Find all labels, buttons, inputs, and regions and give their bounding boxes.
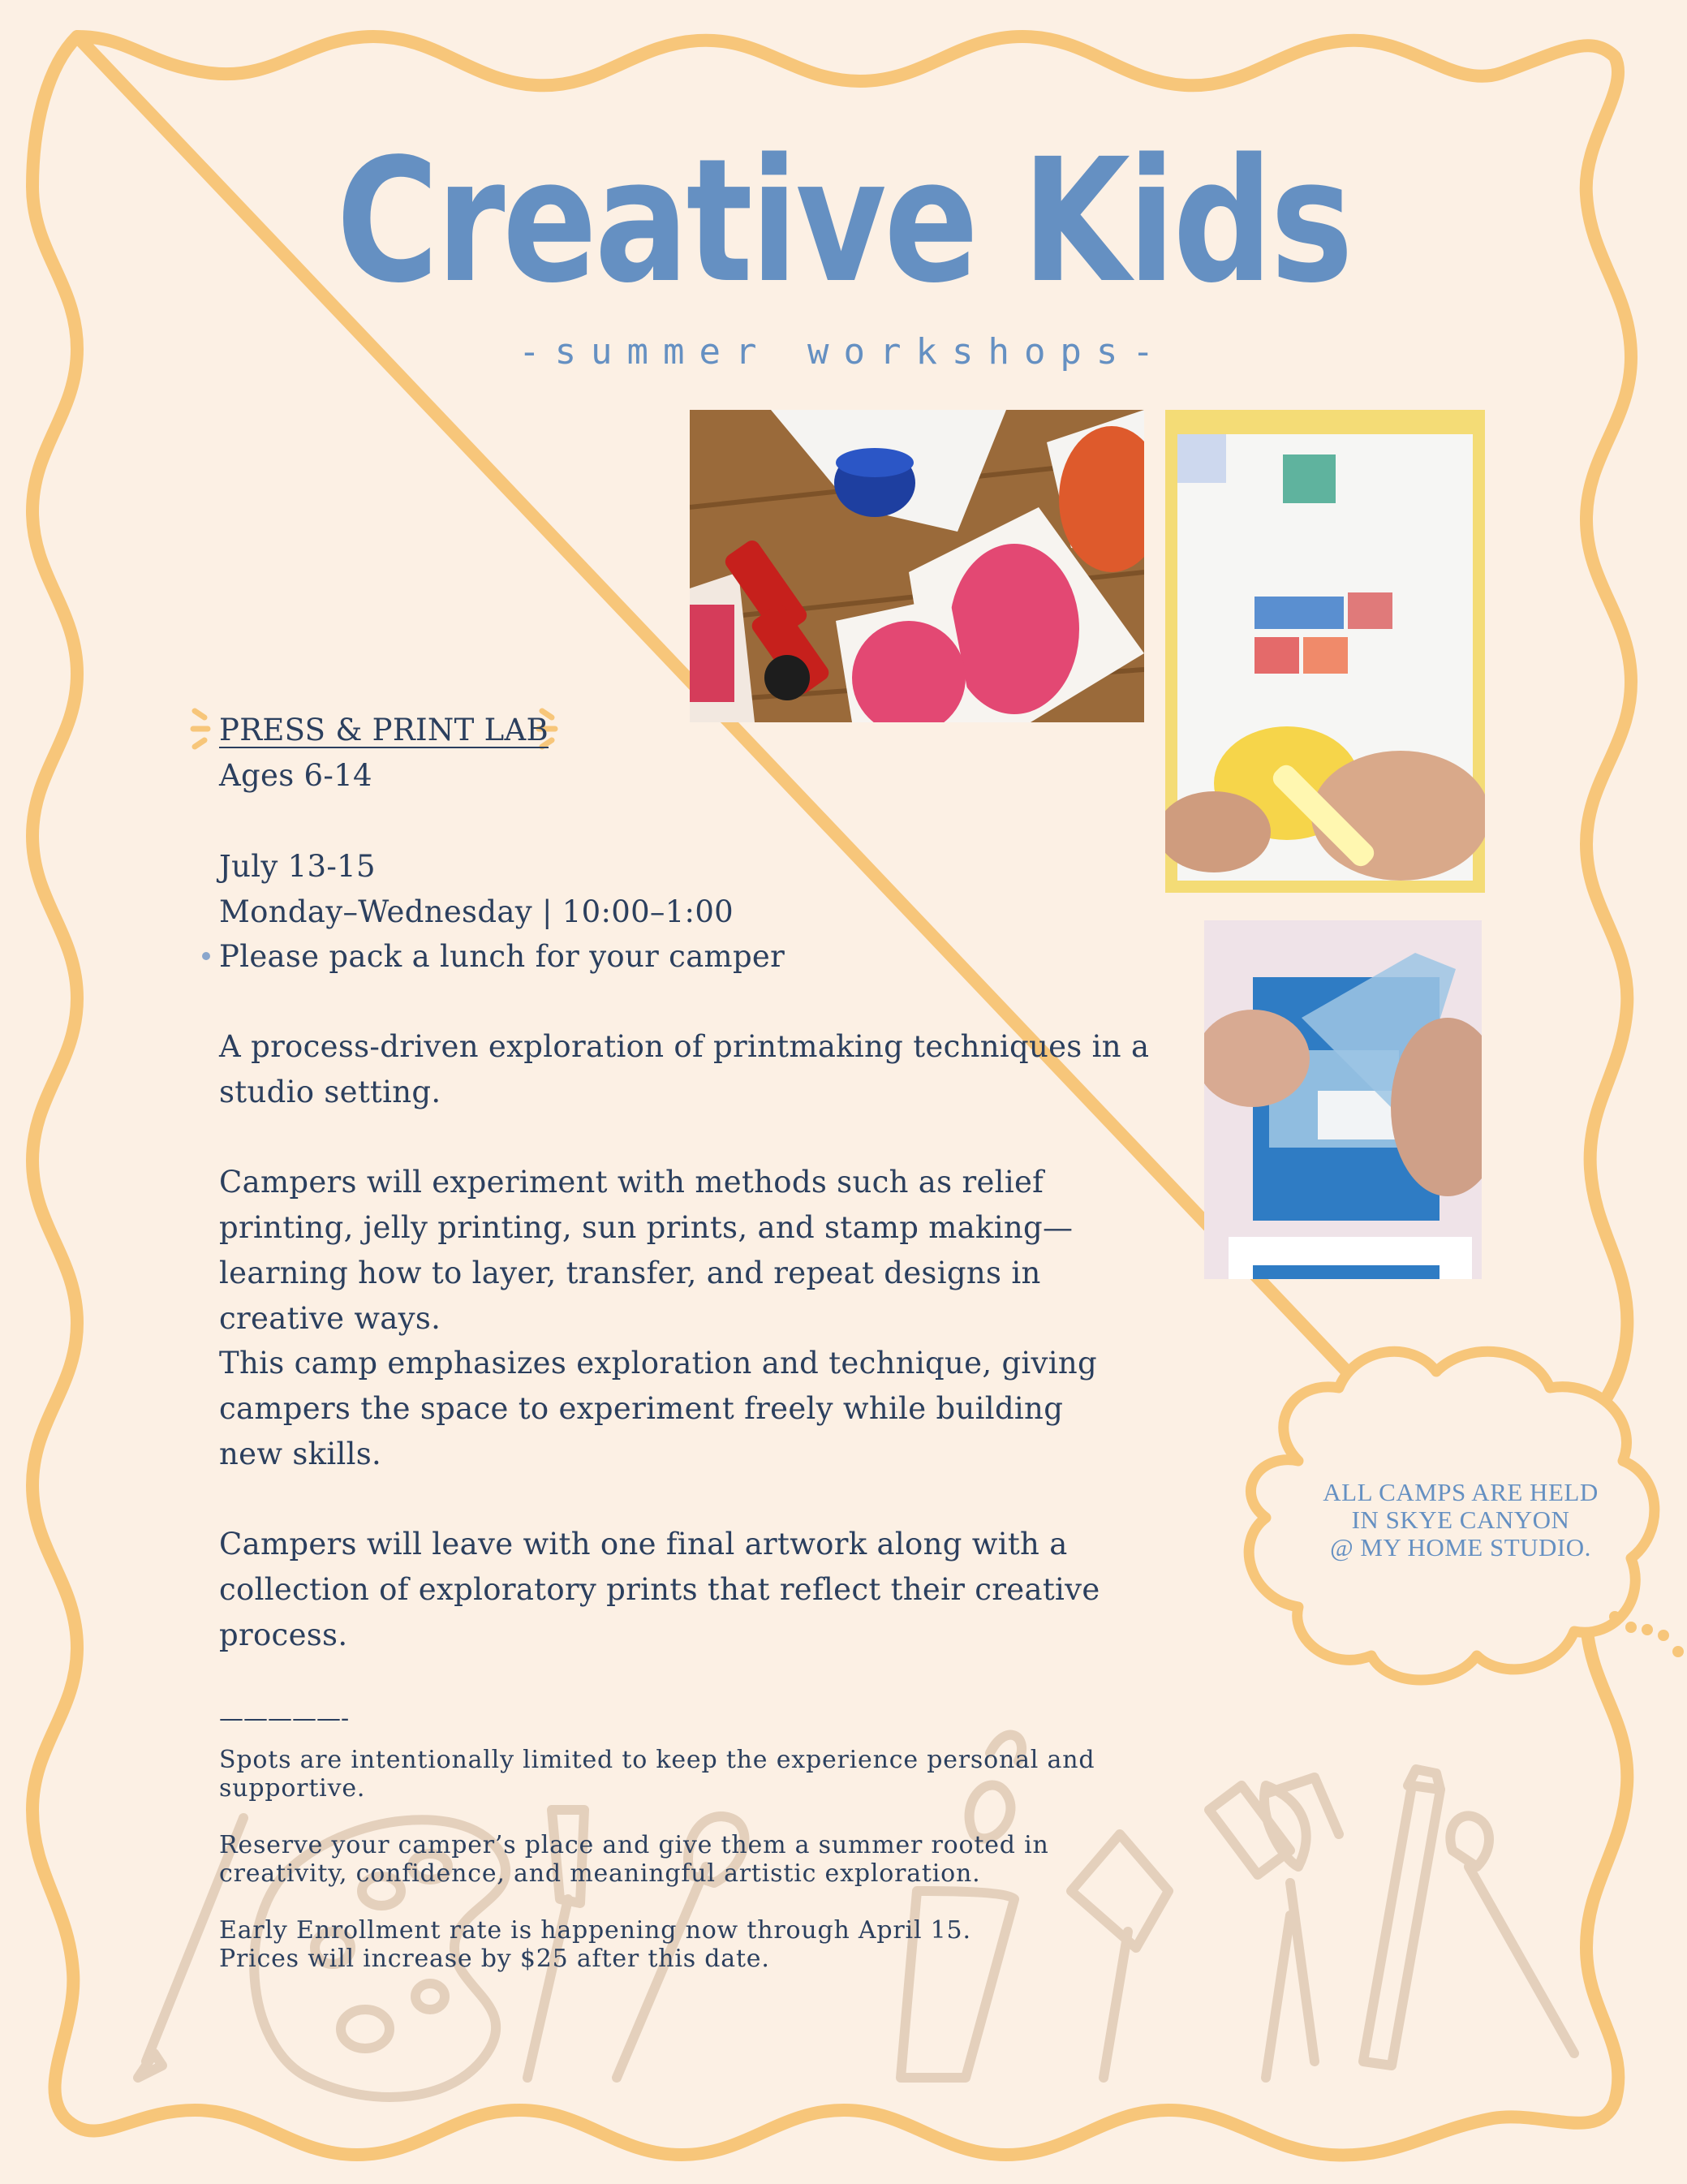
location-line-1: ALL CAMPS ARE HELD	[1323, 1478, 1599, 1506]
cloud-dots	[1609, 1611, 1684, 1657]
location-line-2: IN SKYE CANYON	[1351, 1506, 1570, 1534]
photo-gel-printing	[1204, 920, 1482, 1279]
camp-description-1: A process-driven exploration of printmaking techniques in a studio setting.	[219, 1029, 1150, 1109]
page-title: Creative Kids	[336, 122, 1351, 321]
location-note	[1254, 1479, 1668, 1562]
camp-dates: July 13-15	[219, 849, 376, 884]
camp-ages: Ages 6-14	[219, 758, 372, 793]
bullet-dot	[202, 952, 210, 960]
camp-description-3: This camp emphasizes exploration and technique, giving campers the space to experiment freely while building new skills.	[219, 1346, 1098, 1471]
camp-schedule: Monday–Wednesday | 10:00–1:00	[219, 894, 734, 929]
location-line-3: @ MY HOME STUDIO.	[1330, 1533, 1591, 1562]
photo-stamp-making	[1165, 410, 1485, 893]
footer-reserve-note: Reserve your camper’s place and give them a summer rooted in creativity, confidence, and meaningful artistic exploration.	[219, 1831, 1049, 1888]
footer-divider: —————-	[219, 1704, 350, 1733]
camp-description-4: Campers will leave with one final artwork along with a collection of exploratory prints that reflect their creative process.	[219, 1527, 1100, 1652]
page-subtitle: -summer workshops-	[519, 331, 1168, 373]
photo-relief-prints	[690, 410, 1144, 722]
camp-description-2: Campers will experiment with methods such as relief printing, jelly printing, sun prints, and stamp making—learning how to layer, transfer, and repeat designs in creative ways.	[219, 1165, 1074, 1336]
camp-name-heading: PRESS & PRINT LAB	[219, 713, 549, 747]
footer-price-increase: Prices will increase by $25 after this date.	[219, 1945, 770, 1973]
footer-spots-note: Spots are intentionally limited to keep the experience personal and supportive.	[219, 1746, 1095, 1803]
camp-lunch-note: Please pack a lunch for your camper	[219, 939, 785, 974]
footer-early-enrollment: Early Enrollment rate is happening now through April 15.	[219, 1916, 971, 1945]
